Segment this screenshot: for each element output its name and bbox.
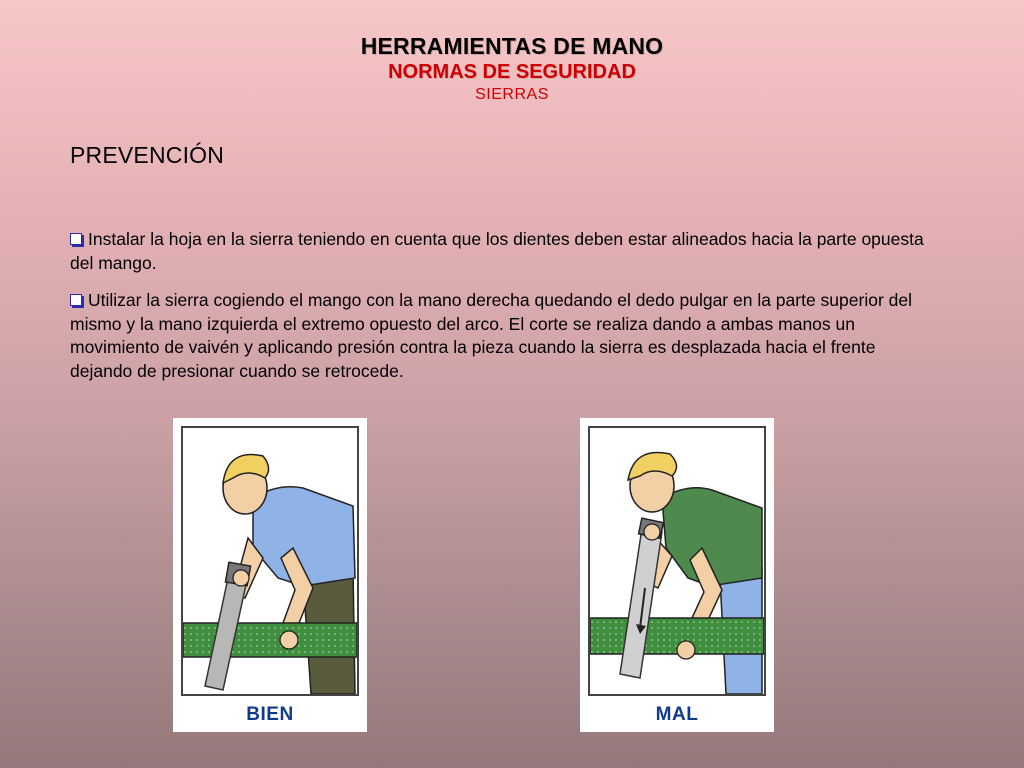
slide-title: HERRAMIENTAS DE MANO xyxy=(360,33,664,59)
illustration-label-bien: BIEN xyxy=(246,704,294,725)
bullet-text: Utilizar la sierra cogiendo el mango con la mano derecha quedando el dedo pulgar en la parte superior del mismo y la mano izquierda el extremo opuesto del arco. El corte se realiza dando a ambas manos un movimiento de vaivén y aplicando presión contra la pieza cuando la sierra es desplazada hacia el frente dejando de presionar cuando se retrocede. xyxy=(70,290,912,381)
illustration-card-bien xyxy=(173,418,367,732)
slide-header xyxy=(0,32,1024,106)
worker-sawing-correct-illustration xyxy=(183,428,357,694)
bullet-text: Instalar la hoja en la sierra teniendo en cuenta que los dientes deben estar alineados hacia la parte opuesta del mango. xyxy=(70,229,924,273)
checkbox-icon xyxy=(70,233,82,245)
illustration-label-mal: MAL xyxy=(655,704,699,725)
illustration-frame xyxy=(181,426,359,696)
bullet-list xyxy=(70,228,940,397)
illustration-frame xyxy=(588,426,766,696)
section-title: PREVENCIÓN xyxy=(70,142,225,168)
slide-subtitle: NORMAS DE SEGURIDAD xyxy=(388,61,636,83)
worker-sawing-incorrect-illustration xyxy=(590,428,764,694)
slide-topic: SIERRAS xyxy=(475,86,549,103)
illustration-card-mal xyxy=(580,418,774,732)
bullet-item xyxy=(70,289,940,383)
bullet-item xyxy=(70,228,940,275)
checkbox-icon xyxy=(70,294,82,306)
